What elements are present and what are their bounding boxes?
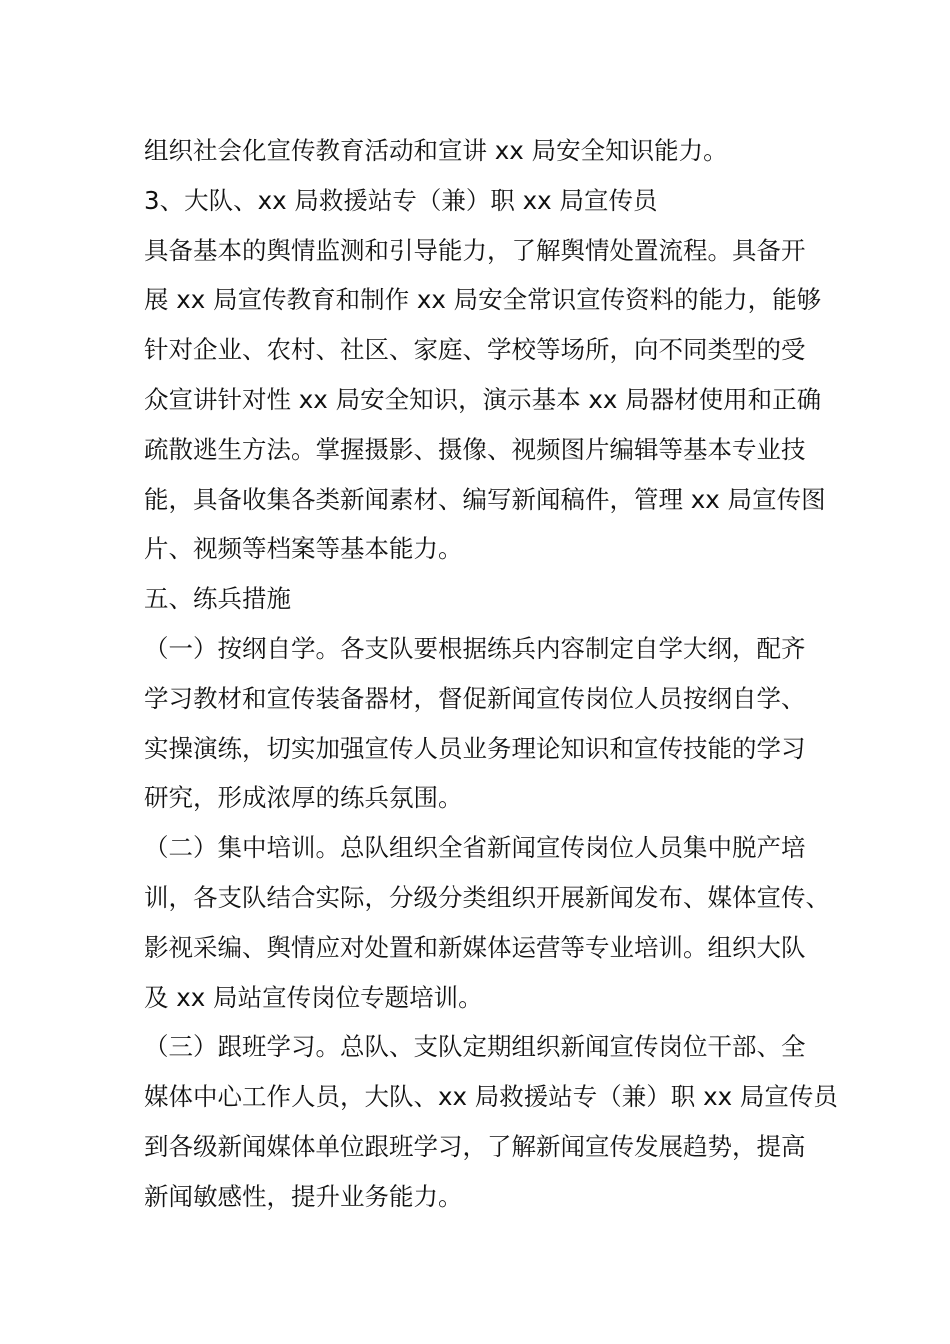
- text-line: 研究，形成浓厚的练兵氛围。: [144, 783, 463, 813]
- text-line: 影视采编、舆情应对处置和新媒体运营等专业培训。组织大队: [144, 932, 806, 962]
- text-line: 到各级新闻媒体单位跟班学习，了解新闻宣传发展趋势，提高: [144, 1131, 806, 1161]
- text-line: （一）按纲自学。各支队要根据练兵内容制定自学大纲，配齐: [144, 633, 806, 663]
- text-line: 及 xx 局站宣传岗位专题培训。: [144, 982, 483, 1012]
- text-line: 展 xx 局宣传教育和制作 xx 局安全常识宣传资料的能力，能够: [144, 285, 822, 315]
- text-line: 媒体中心工作人员，大队、xx 局救援站专（兼）职 xx 局宣传员: [144, 1082, 838, 1112]
- text-line: 实操演练，切实加强宣传人员业务理论知识和宣传技能的学习: [144, 733, 806, 763]
- text-line: 针对企业、农村、社区、家庭、学校等场所，向不同类型的受: [144, 335, 806, 365]
- text-line: 众宣讲针对性 xx 局安全知识，演示基本 xx 局器材使用和正确: [144, 384, 822, 414]
- text-line: 能，具备收集各类新闻素材、编写新闻稿件，管理 xx 局宣传图: [144, 484, 826, 514]
- document-body: [144, 126, 838, 1222]
- text-line: （三）跟班学习。总队、支队定期组织新闻宣传岗位干部、全: [144, 1032, 806, 1062]
- text-line: （二）集中培训。总队组织全省新闻宣传岗位人员集中脱产培: [144, 833, 806, 863]
- text-line: 学习教材和宣传装备器材，督促新闻宣传岗位人员按纲自学、: [144, 683, 806, 713]
- text-line: 训，各支队结合实际，分级分类组织开展新闻发布、媒体宣传、: [144, 882, 830, 912]
- text-line: 疏散逃生方法。掌握摄影、摄像、视频图片编辑等基本专业技: [144, 434, 806, 464]
- section-heading: 五、练兵措施: [144, 584, 291, 614]
- text-line: 组织社会化宣传教育活动和宣讲 xx 局安全知识能力。: [144, 136, 728, 165]
- text-line: 片、视频等档案等基本能力。: [144, 534, 463, 564]
- section-heading: 3、大队、xx 局救援站专（兼）职 xx 局宣传员: [144, 185, 658, 215]
- text-line: 具备基本的舆情监测和引导能力，了解舆情处置流程。具备开: [144, 235, 806, 265]
- text-line: 新闻敏感性，提升业务能力。: [144, 1181, 463, 1211]
